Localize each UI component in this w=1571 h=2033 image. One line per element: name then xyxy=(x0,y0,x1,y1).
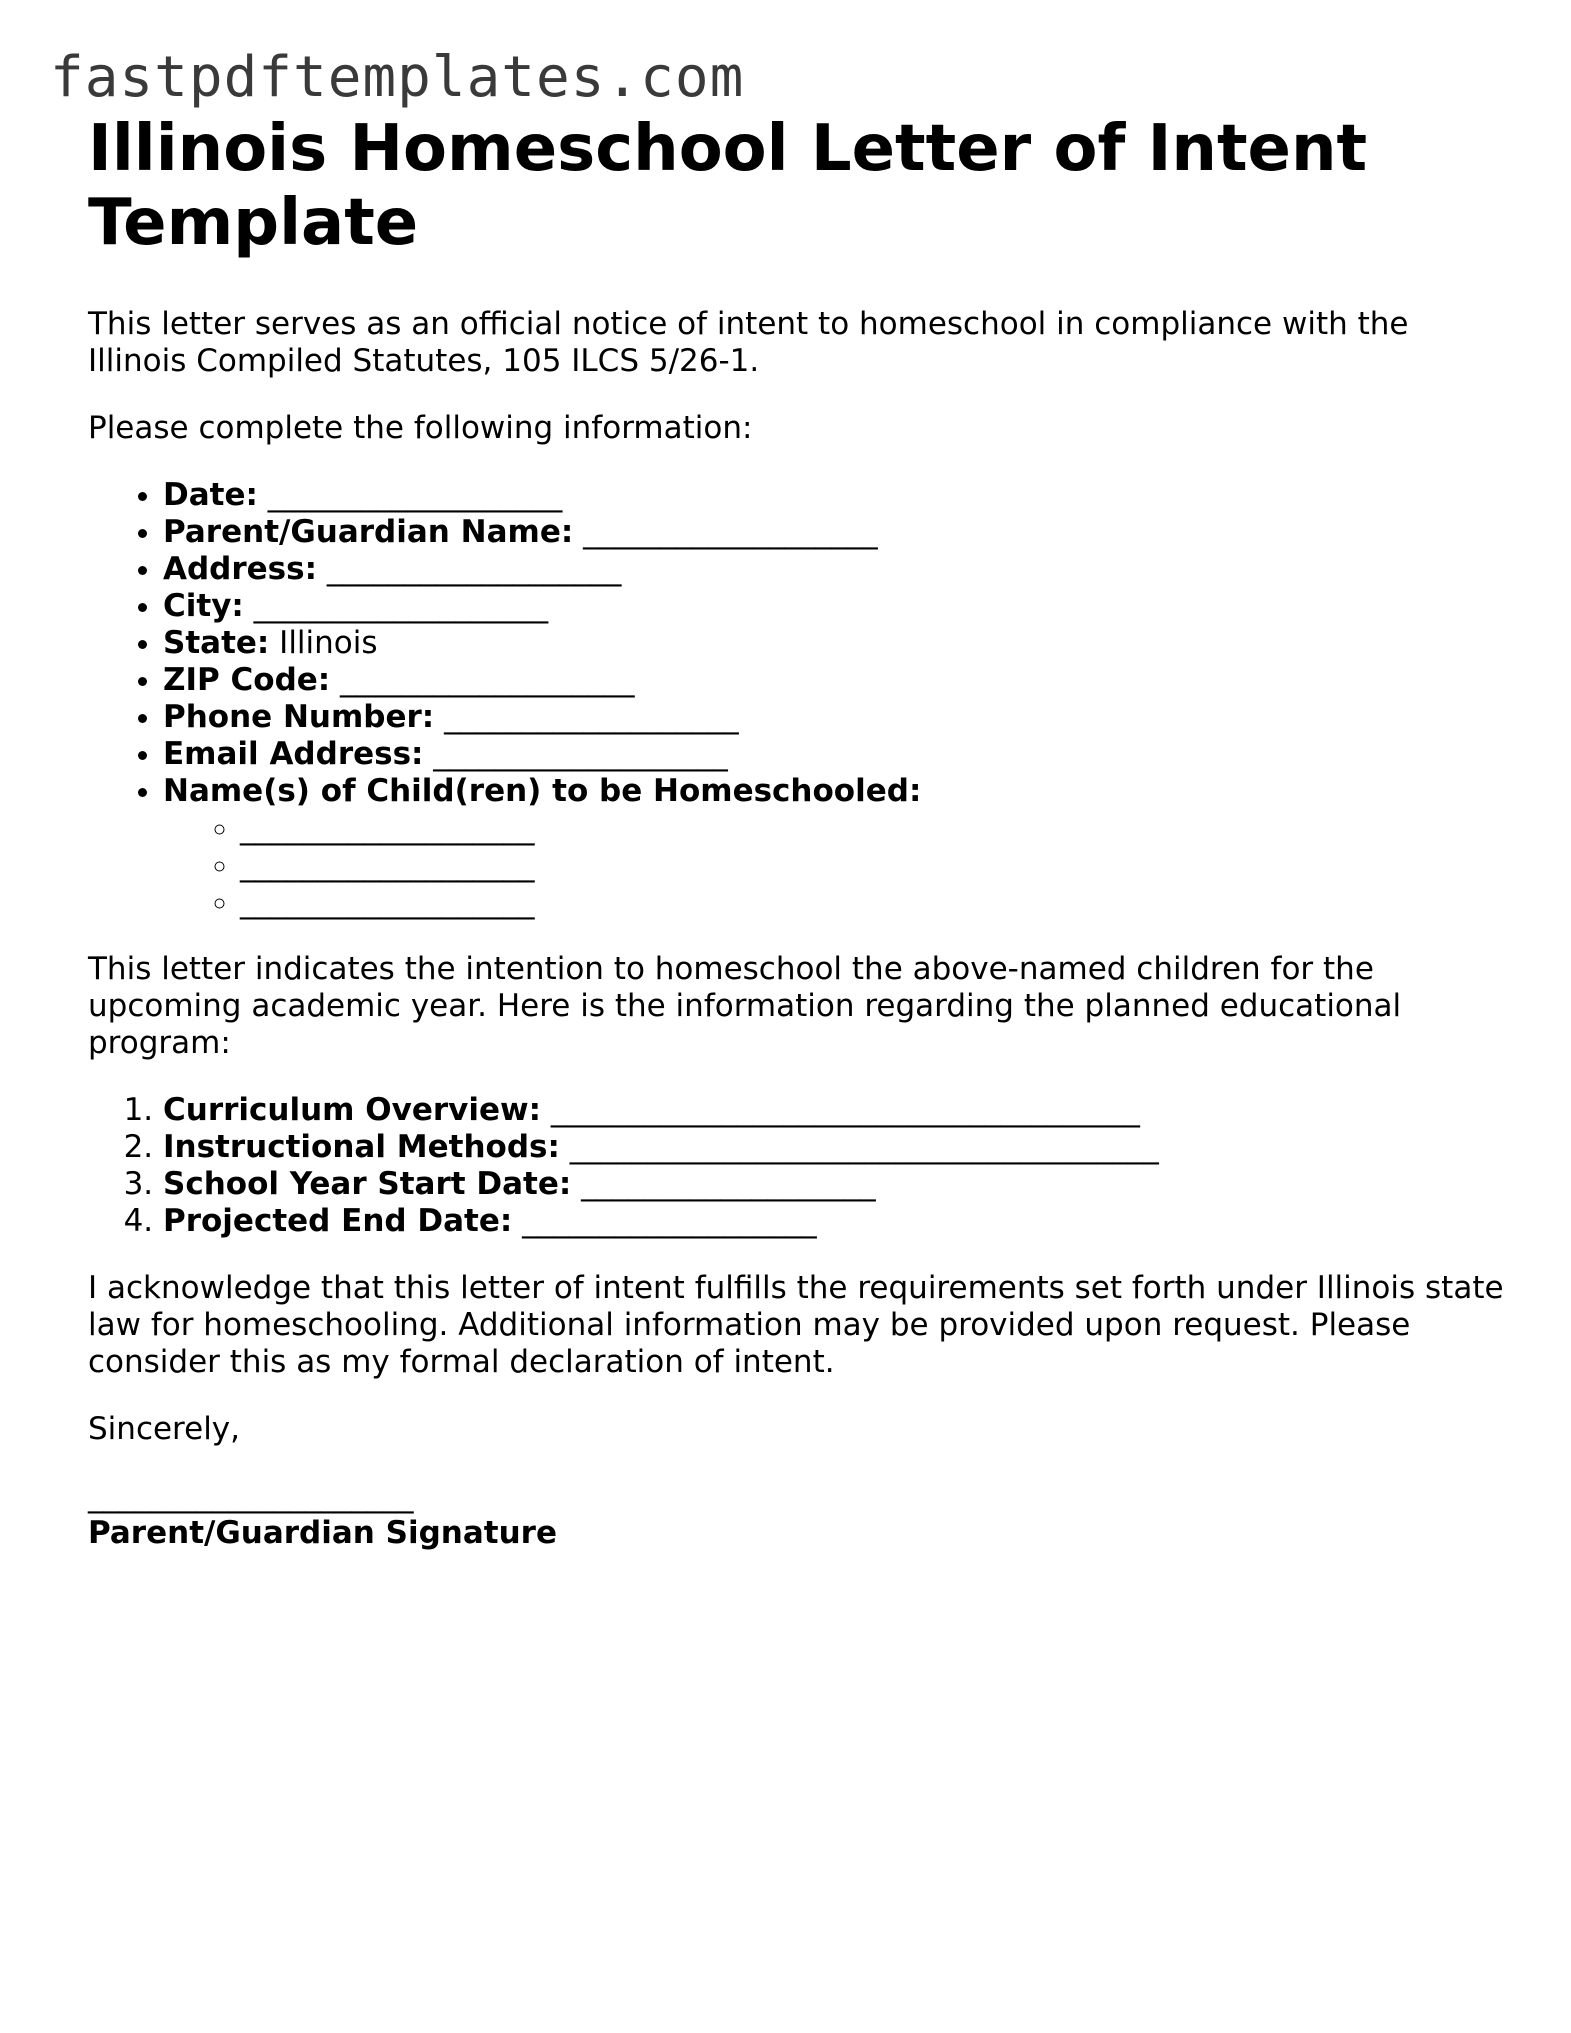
letter-document xyxy=(88,112,1508,1552)
instruction-text: Please complete the following information: xyxy=(88,410,753,446)
field-label: Parent/Guardian Name: xyxy=(163,514,574,550)
field-value: Illinois xyxy=(279,625,378,661)
child-name-blank: ◦ ___________________ xyxy=(240,810,1508,847)
program-end-date xyxy=(163,1203,1508,1240)
field-blank: ___________________ xyxy=(340,662,635,698)
program-blank: ___________________ xyxy=(581,1166,876,1202)
info-field-list xyxy=(88,477,1508,921)
field-label: Email Address: xyxy=(163,736,424,772)
signature-line: _____________________ xyxy=(88,1478,414,1514)
field-label: Phone Number: xyxy=(163,699,435,735)
acknowledgment-paragraph: I acknowledge that this letter of intent fulfills the requirements set forth under Illinois state law for homeschooling. Additional information may be provided upon request. Please consider this as my formal declaration of intent. xyxy=(88,1270,1504,1380)
field-label: State: xyxy=(163,625,270,661)
program-list xyxy=(88,1092,1508,1240)
field-state xyxy=(163,625,1508,662)
program-blank: ___________________ xyxy=(522,1203,817,1239)
field-date xyxy=(163,477,1508,514)
program-instructional-methods xyxy=(163,1129,1508,1166)
program-blank: ______________________________________ xyxy=(569,1129,1159,1165)
field-label: City: xyxy=(163,588,244,624)
program-label: Projected End Date: xyxy=(163,1203,513,1239)
field-blank: ___________________ xyxy=(433,736,728,772)
field-children-names xyxy=(163,773,1508,921)
child-name-blank: ◦ ___________________ xyxy=(240,884,1508,921)
field-blank: ___________________ xyxy=(253,588,549,624)
child-name-blank: ◦ ___________________ xyxy=(240,847,1508,884)
field-city xyxy=(163,588,1508,625)
field-email-address xyxy=(163,736,1508,773)
field-phone-number xyxy=(163,699,1508,736)
children-list xyxy=(163,810,1508,921)
page-title: Illinois Homeschool Letter of Intent Template xyxy=(88,112,1368,260)
watermark: fastpdftemplates.com xyxy=(50,45,745,110)
field-blank: ___________________ xyxy=(326,551,622,587)
field-label: Address: xyxy=(163,551,317,587)
closing-text: Sincerely, xyxy=(88,1411,241,1447)
signature-label: Parent/Guardian Signature xyxy=(88,1515,557,1551)
field-zip-code xyxy=(163,662,1508,699)
field-label: ZIP Code: xyxy=(163,662,331,698)
field-label: Name(s) of Child(ren) to be Homeschooled: xyxy=(163,773,922,809)
program-curriculum-overview xyxy=(163,1092,1508,1129)
field-parent-guardian-name xyxy=(163,514,1508,551)
program-start-date xyxy=(163,1166,1508,1203)
program-label: Curriculum Overview: xyxy=(163,1092,542,1128)
program-intro-paragraph: This letter indicates the intention to homeschool the above-named children for the upcoming academic year. Here is the information regarding the planned educational program: xyxy=(88,951,1402,1061)
field-label: Date: xyxy=(163,477,258,513)
field-blank: ___________________ xyxy=(267,477,563,513)
intro-paragraph: This letter serves as an official notice of intent to homeschool in compliance with the Illinois Compiled Statutes, 105 ILCS 5/26-1. xyxy=(88,306,1409,379)
program-label: Instructional Methods: xyxy=(163,1129,560,1165)
program-blank: ______________________________________ xyxy=(550,1092,1140,1128)
program-label: School Year Start Date: xyxy=(163,1166,572,1202)
field-address xyxy=(163,551,1508,588)
field-blank: ___________________ xyxy=(444,699,739,735)
field-blank: ___________________ xyxy=(583,514,878,550)
